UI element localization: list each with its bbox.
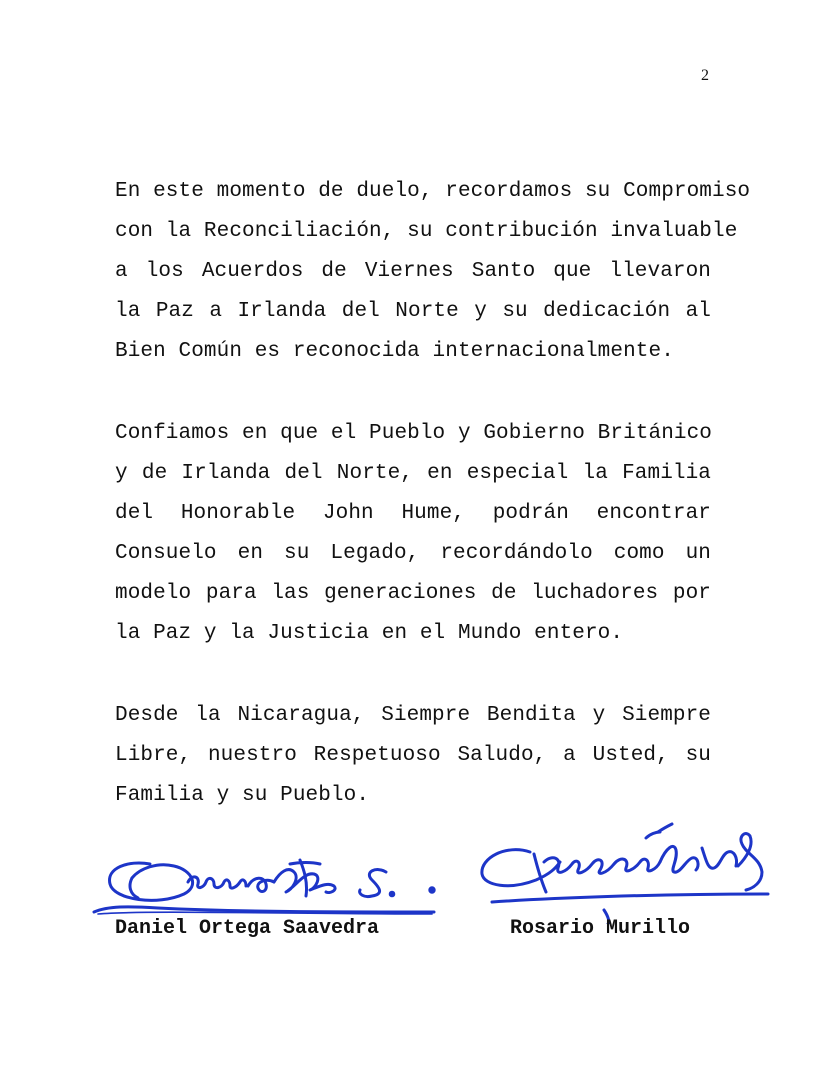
paragraph-greeting xyxy=(115,696,711,816)
text-line: con la Reconciliación, su contribución invaluable xyxy=(115,220,738,243)
text-line: Libre, nuestro Respetuoso Saludo, a Usted, su xyxy=(115,744,711,767)
text-line: Familia y su Pueblo. xyxy=(115,784,370,807)
signer-name-left: Daniel Ortega Saavedra xyxy=(115,917,380,940)
signature-right-image xyxy=(470,818,770,924)
text-line: En este momento de duelo, recordamos su Compromiso xyxy=(115,180,751,203)
paragraph-consolation xyxy=(115,414,711,654)
paragraph-condolence xyxy=(115,172,751,372)
text-line: y de Irlanda del Norte, en especial la Familia xyxy=(115,462,711,485)
text-line: Bien Común es reconocida internacionalmente. xyxy=(115,340,674,363)
text-line: a los Acuerdos de Viernes Santo que llevaron xyxy=(115,260,711,283)
signature-left-image xyxy=(88,842,444,924)
text-line: Consuelo en su Legado, recordándolo como un xyxy=(115,542,711,565)
text-line: Confiamos en que el Pueblo y Gobierno Británico xyxy=(115,422,712,445)
text-line: la Paz y la Justicia en el Mundo entero. xyxy=(115,622,624,645)
signer-name-right: Rosario Murillo xyxy=(510,917,691,940)
text-line: modelo para las generaciones de luchadores por xyxy=(115,582,711,605)
page-number: 2 xyxy=(701,67,709,84)
text-line: Desde la Nicaragua, Siempre Bendita y Siempre xyxy=(115,704,711,727)
text-line: la Paz a Irlanda del Norte y su dedicación al xyxy=(115,300,711,323)
text-line: del Honorable John Hume, podrán encontrar xyxy=(115,502,711,525)
